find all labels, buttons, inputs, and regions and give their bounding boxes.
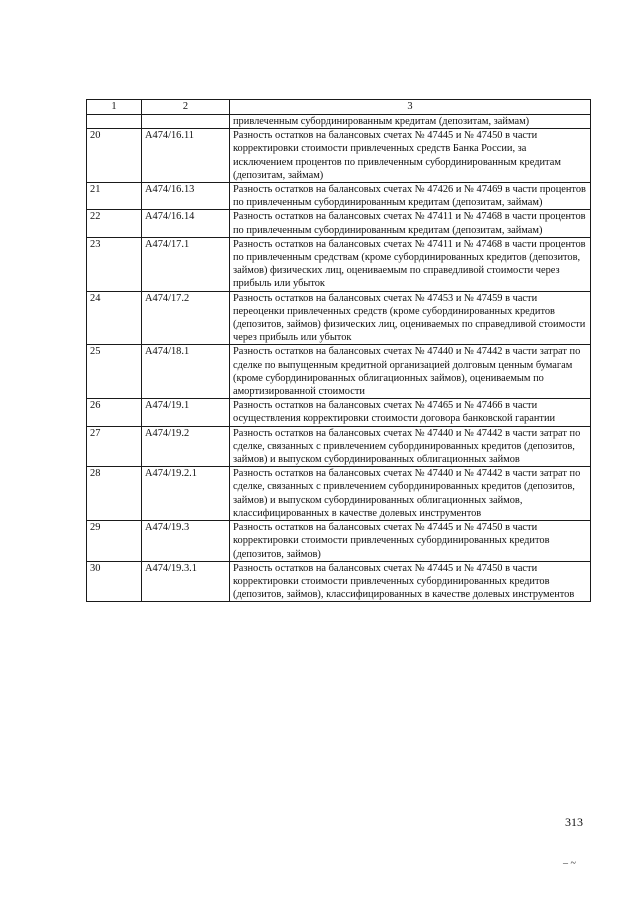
row-number: 20 bbox=[87, 129, 142, 183]
row-code: А474/17.1 bbox=[142, 237, 230, 291]
row-number: 22 bbox=[87, 210, 142, 237]
row-description: Разность остатков на балансовых счетах № 47411 и № 47468 в части процентов по привлеченным средствам (кроме субординированных кредитов (депозитов, займов) физических лиц, оцениваемым по справедливой стоимости через прибыль или убыток bbox=[230, 237, 591, 291]
row-number: 29 bbox=[87, 521, 142, 562]
row-description: Разность остатков на балансовых счетах № 47411 и № 47468 в части процентов по привлеченным субординированным кредитам (депозитам, займам) bbox=[230, 210, 591, 237]
row-number: 27 bbox=[87, 426, 142, 467]
row-description: Разность остатков на балансовых счетах № 47445 и № 47450 в части корректировки стоимости привлеченных субординированных кредитов (депозитов, займов), классифицированных в качестве долевых инструментов bbox=[230, 561, 591, 602]
row-code: А474/19.3 bbox=[142, 521, 230, 562]
table-row bbox=[87, 291, 591, 345]
row-number: 24 bbox=[87, 291, 142, 345]
corner-mark: – ~ bbox=[563, 858, 576, 869]
row-description: Разность остатков на балансовых счетах № 47465 и № 47466 в части осуществления корректировки стоимости договора банковской гарантии bbox=[230, 399, 591, 426]
row-code: А474/16.13 bbox=[142, 183, 230, 210]
table-row bbox=[87, 183, 591, 210]
table-row bbox=[87, 210, 591, 237]
table-row bbox=[87, 426, 591, 467]
row-description: Разность остатков на балансовых счетах № 47426 и № 47469 в части процентов по привлеченным субординированным кредитам (депозитам, займам) bbox=[230, 183, 591, 210]
accounts-table bbox=[86, 99, 591, 602]
row-code: А474/17.2 bbox=[142, 291, 230, 345]
table-row bbox=[87, 521, 591, 562]
column-header-1: 1 bbox=[87, 100, 142, 115]
table-row bbox=[87, 467, 591, 521]
row-description: Разность остатков на балансовых счетах № 47440 и № 47442 в части затрат по сделке, связанных с привлечением субординированных кредитов (депозитов, займов) и выпуском субординированных облигационных займов, классифицированных в качестве долевых инструментов bbox=[230, 467, 591, 521]
row-description: Разность остатков на балансовых счетах № 47453 и № 47459 в части переоценки привлеченных средств (кроме субординированных кредитов (депозитов, займов) физических лиц, оцениваемых по справедливой стоимости через прибыль или убыток bbox=[230, 291, 591, 345]
page-number: 313 bbox=[565, 815, 583, 829]
row-description: Разность остатков на балансовых счетах № 47440 и № 47442 в части затрат по сделке по выпущенным кредитной организацией долговым ценным бумагам (кроме субординированных облигационных займов), оцениваемым по амортизированной стоимости bbox=[230, 345, 591, 399]
row-code: А474/19.2 bbox=[142, 426, 230, 467]
row-number: 23 bbox=[87, 237, 142, 291]
row-description: Разность остатков на балансовых счетах № 47445 и № 47450 в части корректировки стоимости привлеченных субординированных кредитов (депозитов, займов) bbox=[230, 521, 591, 562]
row-code: А474/19.3.1 bbox=[142, 561, 230, 602]
row-code: А474/16.11 bbox=[142, 129, 230, 183]
table-row bbox=[87, 129, 591, 183]
row-code: А474/18.1 bbox=[142, 345, 230, 399]
row-number: 30 bbox=[87, 561, 142, 602]
row-number: 25 bbox=[87, 345, 142, 399]
table-header-row bbox=[87, 100, 591, 115]
table-row bbox=[87, 561, 591, 602]
row-code: А474/16.14 bbox=[142, 210, 230, 237]
row-description: привлеченным субординированным кредитам (депозитам, займам) bbox=[230, 115, 591, 129]
row-number bbox=[87, 115, 142, 129]
row-code: А474/19.2.1 bbox=[142, 467, 230, 521]
row-code bbox=[142, 115, 230, 129]
row-number: 26 bbox=[87, 399, 142, 426]
column-header-2: 2 bbox=[142, 100, 230, 115]
row-description: Разность остатков на балансовых счетах № 47445 и № 47450 в части корректировки стоимости привлеченных средств Банка России, за исключением процентов по привлеченным субординированным кредитам (депозитам, займам) bbox=[230, 129, 591, 183]
row-code: А474/19.1 bbox=[142, 399, 230, 426]
table-row bbox=[87, 345, 591, 399]
column-header-3: 3 bbox=[230, 100, 591, 115]
table-row-continuation bbox=[87, 115, 591, 129]
row-number: 28 bbox=[87, 467, 142, 521]
table-row bbox=[87, 237, 591, 291]
row-description: Разность остатков на балансовых счетах № 47440 и № 47442 в части затрат по сделке, связанных с привлечением субординированных кредитов (депозитов, займов) и выпуском субординированных облигационных займов bbox=[230, 426, 591, 467]
row-number: 21 bbox=[87, 183, 142, 210]
table-row bbox=[87, 399, 591, 426]
